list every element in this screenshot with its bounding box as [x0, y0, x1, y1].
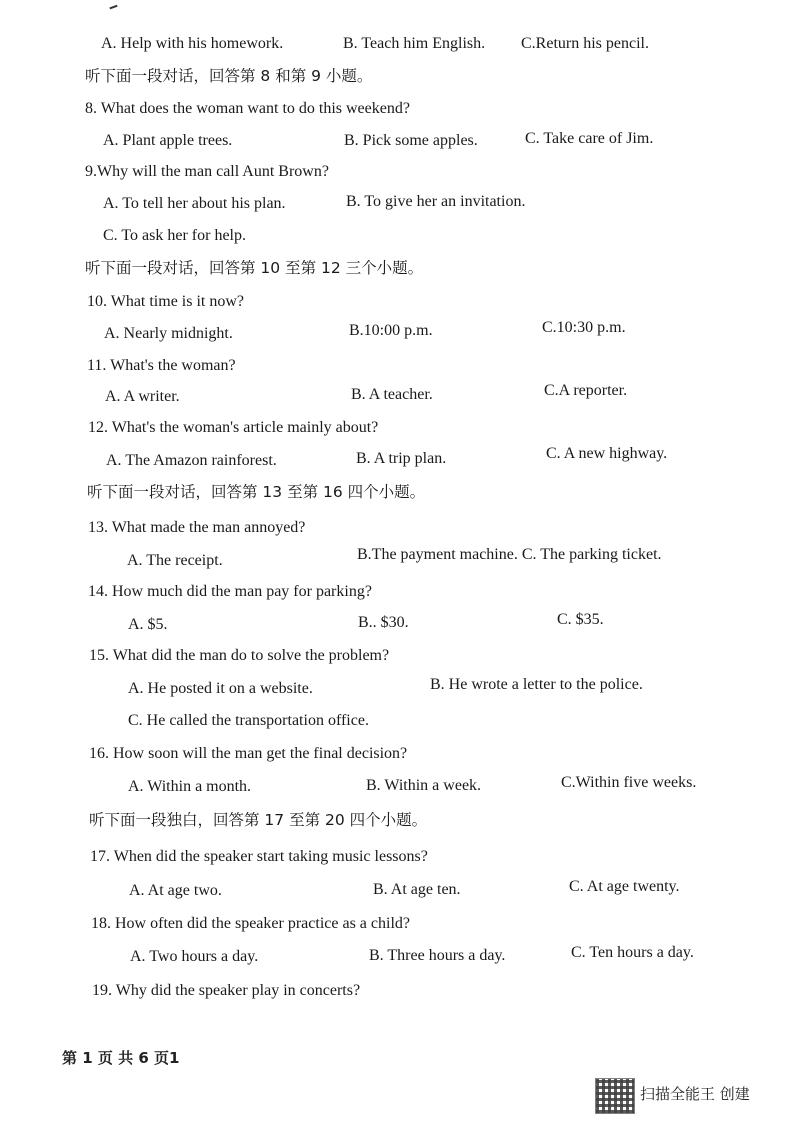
- q12-option-b: B. A trip plan.: [356, 450, 447, 467]
- q12-option-c: C. A new highway.: [546, 445, 668, 462]
- q7-option-c: C.Return his pencil.: [521, 35, 649, 52]
- q12-option-a: A. The Amazon rainforest.: [106, 452, 277, 469]
- q7-option-b: B. Teach him English.: [343, 35, 486, 52]
- question-10: 10. What time is it now?: [87, 293, 245, 310]
- scanner-logo-icon: [595, 1078, 635, 1114]
- section-instruction: 听下面一段对话，回答第 8 和第 9 小题。: [85, 67, 373, 85]
- question-14: 14. How much did the man pay for parking?: [88, 583, 372, 600]
- q15-option-c: C. He called the transportation office.: [128, 712, 369, 729]
- q18-option-b: B. Three hours a day.: [369, 947, 506, 964]
- q16-option-a: A. Within a month.: [128, 778, 252, 795]
- question-8: 8. What does the woman want to do this weekend?: [85, 100, 410, 117]
- q9-option-c: C. To ask her for help.: [103, 227, 246, 244]
- q13-options-bc: B.The payment machine. C. The parking ticket.: [357, 546, 662, 563]
- q17-option-c: C. At age twenty.: [569, 878, 680, 895]
- q11-option-a: A. A writer.: [105, 388, 180, 405]
- q16-option-c: C.Within five weeks.: [561, 774, 697, 791]
- q17-option-a: A. At age two.: [129, 882, 222, 899]
- q7-option-a: A. Help with his homework.: [101, 35, 284, 52]
- q9-option-b: B. To give her an invitation.: [346, 193, 526, 210]
- q18-option-c: C. Ten hours a day.: [571, 944, 694, 961]
- q8-option-a: A. Plant apple trees.: [103, 132, 233, 149]
- q10-option-a: A. Nearly midnight.: [104, 325, 233, 342]
- page-number: 第 1 页 共 6 页1: [62, 1049, 180, 1067]
- q10-option-b: B.10:00 p.m.: [349, 322, 433, 339]
- q11-option-b: B. A teacher.: [351, 386, 433, 403]
- question-17: 17. When did the speaker start taking music lessons?: [90, 848, 428, 865]
- section-instruction: 听下面一段独白，回答第 17 至第 20 四个小题。: [89, 811, 428, 829]
- section-instruction: 听下面一段对话，回答第 13 至第 16 四个小题。: [87, 483, 426, 501]
- q8-option-b: B. Pick some apples.: [344, 132, 478, 149]
- q9-option-a: A. To tell her about his plan.: [103, 195, 286, 212]
- q11-option-c: C.A reporter.: [544, 382, 628, 399]
- q10-option-c: C.10:30 p.m.: [542, 319, 626, 336]
- question-11: 11. What's the woman?: [87, 357, 236, 374]
- question-9: 9.Why will the man call Aunt Brown?: [85, 163, 329, 180]
- q8-option-c: C. Take care of Jim.: [525, 130, 654, 147]
- question-13: 13. What made the man annoyed?: [88, 519, 306, 536]
- q16-option-b: B. Within a week.: [366, 777, 482, 794]
- q15-option-b: B. He wrote a letter to the police.: [430, 676, 643, 693]
- q18-option-a: A. Two hours a day.: [130, 948, 259, 965]
- q14-option-b: B.. $30.: [358, 614, 409, 631]
- scanner-credit: 扫描全能王 创建: [640, 1085, 750, 1103]
- q14-option-a: A. $5.: [128, 616, 168, 633]
- q17-option-b: B. At age ten.: [373, 881, 461, 898]
- question-15: 15. What did the man do to solve the problem?: [89, 647, 390, 664]
- question-19: 19. Why did the speaker play in concerts?: [92, 982, 361, 999]
- question-18: 18. How often did the speaker practice as a child?: [91, 915, 410, 932]
- q13-option-a: A. The receipt.: [127, 552, 223, 569]
- question-16: 16. How soon will the man get the final decision?: [89, 745, 408, 762]
- scan-mark: [109, 5, 118, 12]
- q14-option-c: C. $35.: [557, 611, 604, 628]
- question-12: 12. What's the woman's article mainly about?: [88, 419, 379, 436]
- q15-option-a: A. He posted it on a website.: [128, 680, 313, 697]
- section-instruction: 听下面一段对话，回答第 10 至第 12 三个小题。: [85, 259, 424, 277]
